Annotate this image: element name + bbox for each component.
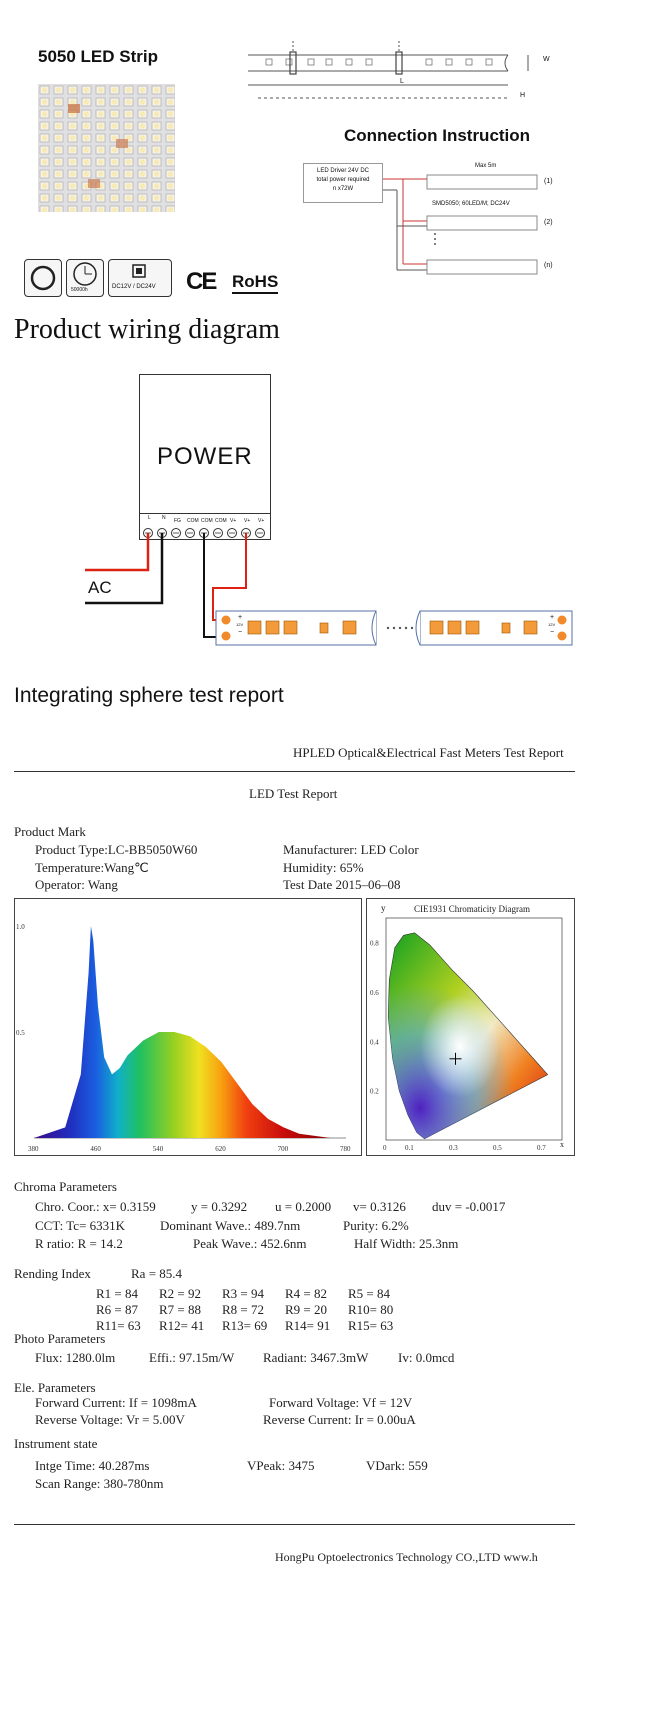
operator: Operator: Wang <box>35 877 118 892</box>
ele-forward-current: Forward Current: If = 1098mA <box>35 1395 197 1410</box>
cie-x-tick-label: 0.5 <box>493 1144 502 1152</box>
chroma-dominant-wave: Dominant Wave.: 489.7nm <box>160 1218 301 1233</box>
terminal-label-com3: COM <box>215 518 227 524</box>
cie-chart <box>366 898 575 1156</box>
photo-flux: Flux: 1280.0lm <box>35 1350 116 1365</box>
photo-title: Photo Parameters <box>14 1331 106 1346</box>
report-header-rule <box>14 771 575 772</box>
dimension-w-label: W <box>543 56 550 63</box>
rending-title: Rending Index <box>14 1266 91 1281</box>
driver-text-1: LED Driver 24V DC <box>316 168 369 174</box>
humidity: Humidity: 65% <box>283 860 364 875</box>
spectrum-y-tick-label: 1.0 <box>16 923 25 931</box>
spectrum-area <box>34 926 346 1138</box>
chroma-y: y = 0.3292 <box>191 1199 248 1214</box>
instrument-scan-range: Scan Range: 380-780nm <box>35 1476 164 1491</box>
chroma-x: Chro. Coor.: x= 0.3159 <box>35 1199 156 1214</box>
manufacturer: Manufacturer: LED Color <box>283 842 419 857</box>
cie-y-tick-label: 0.4 <box>370 1038 379 1047</box>
cie-chart-title: CIE1931 Chromaticity Diagram <box>414 904 530 914</box>
terminal-label-v1: V+ <box>230 518 237 524</box>
chroma-half-width: Half Width: 25.3nm <box>354 1236 459 1251</box>
ce-mark: CE <box>186 268 216 295</box>
voltage-label: DC12V / DC24V <box>112 284 156 290</box>
r-index-value: R4 = 82 <box>285 1286 328 1301</box>
lifetime-icon <box>66 259 104 297</box>
temperature: Temperature:Wang℃ <box>35 860 149 875</box>
instrument-vdark: VDark: 559 <box>366 1458 428 1473</box>
report-title: LED Test Report <box>249 786 338 801</box>
driver-text-2: total power required <box>316 177 370 183</box>
chroma-v: v= 0.3126 <box>353 1199 406 1214</box>
strip-sign-minus-right: − <box>550 629 555 636</box>
report-footer: HongPu Optoelectronics Technology CO.,LTD www.h <box>275 1550 538 1564</box>
strip-label-n: (n) <box>544 262 553 269</box>
ele-reverse-current: Reverse Current: Ir = 0.00uA <box>263 1412 416 1427</box>
driver-text-3: n x72W <box>332 186 354 192</box>
r-index-value: R13= 69 <box>222 1318 268 1333</box>
terminal-label-v2: V+ <box>244 518 251 524</box>
product-mark-label: Product Mark <box>14 824 86 839</box>
r-index-value: R2 = 92 <box>159 1286 202 1301</box>
r-index-value: R12= 41 <box>159 1318 205 1333</box>
power-label: POWER <box>157 443 253 470</box>
terminal-label-fg: FG <box>174 518 181 524</box>
cie-y-tick-label: 0.6 <box>370 989 379 997</box>
chroma-purity: Purity: 6.2% <box>343 1218 409 1233</box>
r-index-value: R1 = 84 <box>96 1286 139 1301</box>
chroma-peak-wave: Peak Wave.: 452.6nm <box>193 1236 307 1251</box>
dimension-h-label: H <box>520 92 526 99</box>
connection-title: Connection Instruction <box>344 126 531 145</box>
chroma-duv: duv = -0.0017 <box>432 1199 506 1214</box>
r-index-value: R6 = 87 <box>96 1302 139 1317</box>
strip-sign-plus-left: + <box>238 614 243 621</box>
led-strip-photo <box>38 84 175 212</box>
r-index-value: R8 = 72 <box>222 1302 265 1317</box>
terminal-label-com2: COM <box>201 518 213 524</box>
strip-sign-minus-left: − <box>238 629 243 636</box>
photo-iv: Iv: 0.0mcd <box>398 1350 455 1365</box>
strip-sign-voltage-left: 12V <box>236 622 244 627</box>
cie-y-tick-label: 0.2 <box>370 1087 379 1096</box>
cie-x-tick-label: 0.3 <box>449 1144 458 1152</box>
r-index-value: R15= 63 <box>348 1318 394 1333</box>
r-index-value: R7 = 88 <box>159 1302 202 1317</box>
terminal-label-v3: V+ <box>258 518 265 524</box>
cie-x-tick-label: 0.7 <box>537 1144 546 1152</box>
report-header: HPLED Optical&Electrical Fast Meters Test Report <box>293 745 564 760</box>
spectrum-x-tick-label: 620 <box>215 1145 226 1153</box>
r-index-value: R5 = 84 <box>348 1286 391 1301</box>
photo-efficiency: Effi.: 97.15m/W <box>149 1350 235 1365</box>
max-length-label: Max 5m <box>475 163 497 169</box>
strip-sign-plus-right: + <box>550 614 555 621</box>
spectrum-x-tick-label: 460 <box>90 1145 101 1153</box>
chroma-cct: CCT: Tc= 6331K <box>35 1218 126 1233</box>
r-index-value: R11= 63 <box>96 1318 141 1333</box>
cie-white-region <box>388 933 548 1139</box>
driver-box <box>303 163 383 203</box>
dimmable-icon <box>24 259 62 297</box>
report-section-title: Integrating sphere test report <box>14 684 284 707</box>
report-footer-rule <box>14 1524 575 1525</box>
ele-title: Ele. Parameters <box>14 1380 96 1395</box>
rohs-mark: RoHS <box>232 272 278 294</box>
ac-label: AC <box>88 578 112 597</box>
spectrum-x-tick-label: 700 <box>277 1145 289 1153</box>
strip-sign-voltage-right: 12V <box>548 622 556 627</box>
r-index-value: R14= 91 <box>285 1318 331 1333</box>
product-type: Product Type:LC-BB5050W60 <box>35 842 198 857</box>
terminal-label-n: N <box>162 515 166 521</box>
cie-x-axis-label: x <box>560 1140 564 1149</box>
wiring-diagram <box>80 520 580 650</box>
terminal-label-l: L <box>148 515 151 521</box>
chroma-title: Chroma Parameters <box>14 1179 117 1194</box>
wiring-title: Product wiring diagram <box>14 314 280 345</box>
lifetime-label: 50000h <box>71 287 88 293</box>
r-index-value: R9 = 20 <box>285 1302 328 1317</box>
cie-x-tick-label: 0 <box>383 1144 387 1152</box>
r-index-value: R10= 80 <box>348 1302 394 1317</box>
connection-diagram <box>383 170 563 280</box>
spectrum-chart <box>14 898 362 1156</box>
strip-title: 5050 LED Strip <box>38 47 158 66</box>
spectrum-x-tick-label: 540 <box>152 1145 164 1153</box>
rending-ra: Ra = 85.4 <box>131 1266 183 1281</box>
ele-forward-voltage: Forward Voltage: Vf = 12V <box>269 1395 413 1410</box>
cie-x-tick-label: 0.1 <box>405 1144 414 1152</box>
chroma-r-ratio: R ratio: R = 14.2 <box>35 1236 123 1251</box>
led-strip-reel-image <box>38 84 175 212</box>
strip-dimension-drawing <box>238 38 558 108</box>
dimension-l-label: L <box>400 78 404 85</box>
instrument-intge-time: Intge Time: 40.287ms <box>35 1458 150 1473</box>
instrument-vpeak: VPeak: 3475 <box>247 1458 315 1473</box>
spectrum-x-tick-label: 780 <box>340 1145 351 1153</box>
cie-y-axis-label: y <box>381 903 386 913</box>
voltage-icon <box>108 259 172 297</box>
spectrum-y-tick-label: 0.5 <box>16 1029 25 1037</box>
strip-label-2: (2) <box>544 219 553 226</box>
spectrum-x-tick-label: 380 <box>28 1145 39 1153</box>
instrument-title: Instrument state <box>14 1436 98 1451</box>
chroma-u: u = 0.2000 <box>275 1199 332 1214</box>
test-date: Test Date 2015–06–08 <box>283 877 401 892</box>
r-index-value: R3 = 94 <box>222 1286 265 1301</box>
ele-reverse-voltage: Reverse Voltage: Vr = 5.00V <box>35 1412 185 1427</box>
strip-label-1: (1) <box>544 178 553 185</box>
photo-radiant: Radiant: 3467.3mW <box>263 1350 369 1365</box>
cie-y-tick-label: 0.8 <box>370 939 379 948</box>
terminal-label-com1: COM <box>187 518 199 524</box>
power-supply-box <box>139 374 271 514</box>
smd-spec-label: SMD5050; 60LED/M; DC24V <box>432 201 510 207</box>
